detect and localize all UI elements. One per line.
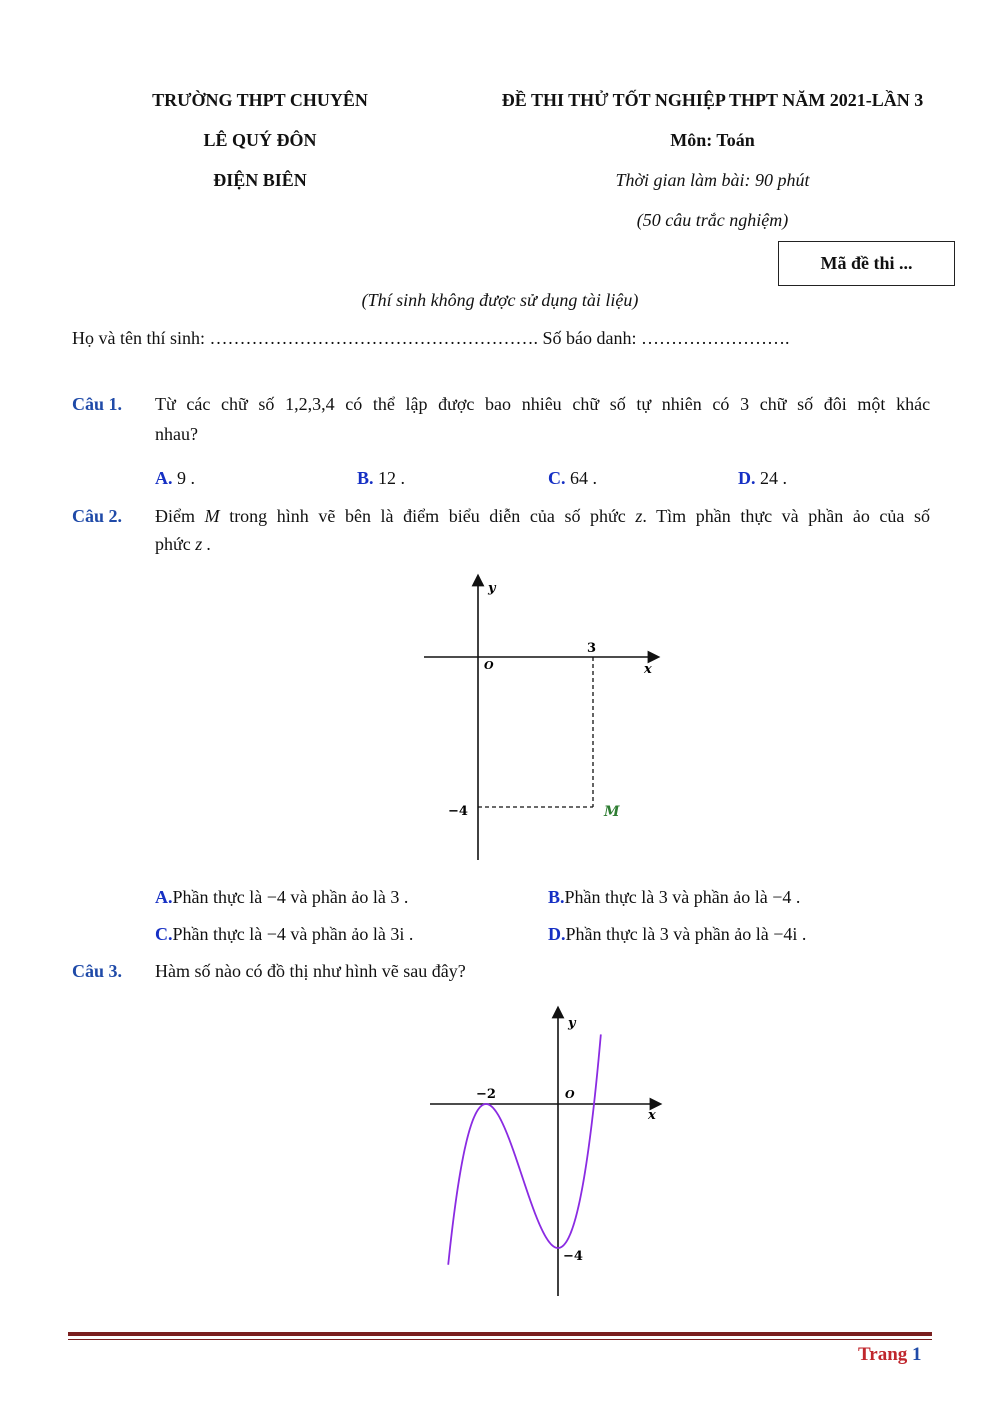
q3-x-tick-label: −2 <box>476 1087 496 1102</box>
q2-x-label: x <box>644 662 652 677</box>
q3-y-label: y <box>568 1016 576 1031</box>
question-1-label: Câu 1. <box>72 394 123 414</box>
exam-subject: Môn: Toán <box>670 130 755 150</box>
q1-text-before: Từ các chữ số <box>155 394 275 414</box>
q3-cubic-curve <box>448 1034 601 1264</box>
question-1-text <box>155 394 930 415</box>
exam-code-box: Mã đề thi ... <box>778 241 955 286</box>
q1-option-c-value: 64 . <box>570 468 597 488</box>
notice: (Thí sinh không được sử dụng tài liệu) <box>361 290 639 310</box>
question-2-text <box>155 506 930 527</box>
q1-option-b[interactable] <box>357 468 405 489</box>
q1-digit-count: 3 <box>740 394 750 414</box>
q2-coordinate-figure <box>410 570 670 870</box>
page-number: 1 <box>912 1344 922 1365</box>
school-name-line3: ĐIỆN BIÊN <box>213 170 307 190</box>
q2-option-d-label: D. <box>548 924 566 944</box>
q2-option-b[interactable] <box>548 887 800 908</box>
q2-option-a-label: A. <box>155 887 173 907</box>
q1-option-a-value: 9 . <box>177 468 195 488</box>
q1-text-after: chữ số đôi một khác <box>759 394 931 414</box>
q2-option-b-label: B. <box>548 887 565 907</box>
q1-option-d-value: 24 . <box>760 468 787 488</box>
q2-option-a-value: Phần thực là −4 và phần ảo là 3 . <box>172 887 409 907</box>
page-indicator <box>858 1344 922 1366</box>
page-word: Trang <box>858 1344 908 1365</box>
q2-point-m: M <box>204 506 220 526</box>
q2-option-b-value: Phần thực là 3 và phần ảo là −4 . <box>564 887 801 907</box>
q1-option-b-value: 12 . <box>378 468 406 488</box>
q2-line2-text: phức <box>155 534 191 554</box>
q3-y-tick-label: −4 <box>563 1249 583 1264</box>
q3-origin-label: O <box>565 1088 575 1101</box>
q2-option-d-value: Phần thực là 3 và phần ảo là −4i . <box>565 924 807 944</box>
question-1-text-line2: nhau? <box>155 424 198 444</box>
q2-option-c-value: Phần thực là −4 và phần ảo là 3i . <box>172 924 414 944</box>
q1-digits: 1,2,3,4 <box>285 394 335 414</box>
school-name-line1: TRƯỜNG THPT CHUYÊN <box>152 90 368 110</box>
footer-rule-thick <box>68 1332 932 1336</box>
exam-duration: Thời gian làm bài: 90 phút <box>615 170 810 190</box>
q2-var-z: z <box>635 506 643 526</box>
question-3-text: Hàm số nào có đồ thị như hình vẽ sau đây? <box>155 961 466 981</box>
q1-option-c-label: C. <box>548 468 566 488</box>
q2-point-m-label: M <box>604 804 620 820</box>
q1-option-a[interactable] <box>155 468 195 489</box>
q2-text-a: Điểm <box>155 506 195 526</box>
q1-option-a-label: A. <box>155 468 173 488</box>
question-2-text-line2 <box>155 534 211 555</box>
q2-line2-z: z . <box>195 534 212 554</box>
question-2-label: Câu 2. <box>72 506 123 526</box>
q3-x-label: x <box>648 1108 656 1123</box>
school-name-line2: LÊ QUÝ ĐÔN <box>203 130 317 150</box>
question-3-label: Câu 3. <box>72 961 123 981</box>
q1-option-d-label: D. <box>738 468 756 488</box>
candidate-info-line: Họ và tên thí sinh: ………………………………………………. Số báo danh: ……………………. <box>72 328 790 348</box>
q2-x-tick-label: 3 <box>587 641 597 656</box>
footer-rule-thin <box>68 1339 932 1340</box>
q2-text-b: trong hình vẽ bên là điểm biểu diễn của số phức <box>229 506 626 526</box>
q1-option-b-label: B. <box>357 468 374 488</box>
q2-y-label: y <box>488 581 496 596</box>
q2-option-a[interactable] <box>155 887 408 908</box>
question-count: (50 câu trắc nghiệm) <box>636 210 789 230</box>
q1-text-middle: có thể lập được bao nhiêu chữ số tự nhiên có <box>345 394 730 414</box>
q2-y-tick-label: −4 <box>448 804 468 819</box>
q2-text-c: . Tìm phần thực và phần ảo của số <box>642 506 931 526</box>
q2-option-c-label: C. <box>155 924 173 944</box>
exam-title: ĐỀ THI THỬ TỐT NGHIỆP THPT NĂM 2021-LẦN 3 <box>501 90 924 110</box>
q1-option-d[interactable] <box>738 468 787 489</box>
q1-option-c[interactable] <box>548 468 597 489</box>
q2-origin-label: O <box>484 659 494 672</box>
q3-graph-figure <box>420 1000 670 1300</box>
q2-option-d[interactable] <box>548 924 806 945</box>
q2-option-c[interactable] <box>155 924 413 945</box>
